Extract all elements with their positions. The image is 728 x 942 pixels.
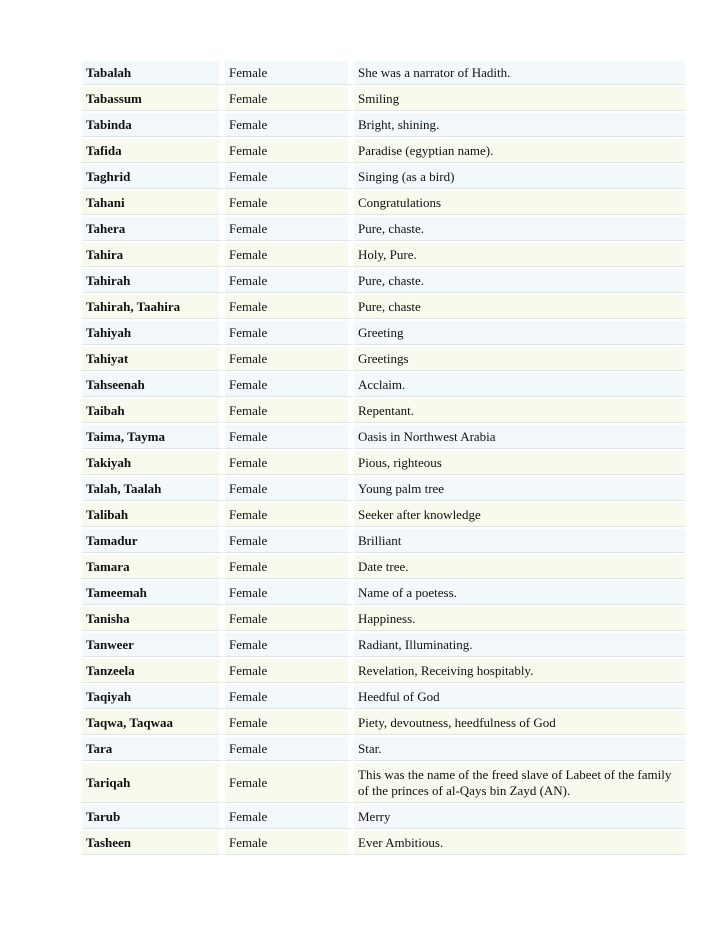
gender-cell: Female — [225, 165, 354, 189]
gender-cell: Female — [225, 321, 354, 345]
gender-cell: Female — [225, 581, 354, 605]
gender-cell: Female — [225, 191, 354, 215]
table-row — [82, 87, 685, 111]
meaning-cell: Star. — [354, 737, 685, 761]
table-row — [82, 321, 685, 345]
name-cell: Tara — [82, 737, 225, 761]
gender-cell: Female — [225, 805, 354, 829]
name-cell: Tahera — [82, 217, 225, 241]
gender-cell: Female — [225, 831, 354, 855]
table-row — [82, 113, 685, 137]
gender-cell: Female — [225, 61, 354, 85]
meaning-cell: Pure, chaste. — [354, 269, 685, 293]
meaning-cell: Pure, chaste. — [354, 217, 685, 241]
name-cell: Tahiyah — [82, 321, 225, 345]
gender-cell: Female — [225, 295, 354, 319]
table-row — [82, 477, 685, 501]
meaning-cell: Pious, righteous — [354, 451, 685, 475]
table-row — [82, 633, 685, 657]
name-cell: Tahani — [82, 191, 225, 215]
name-cell: Tabinda — [82, 113, 225, 137]
gender-cell: Female — [225, 451, 354, 475]
table-row — [82, 165, 685, 189]
meaning-cell: Paradise (egyptian name). — [354, 139, 685, 163]
name-cell: Tahseenah — [82, 373, 225, 397]
meaning-cell: Heedful of God — [354, 685, 685, 709]
name-cell: Tarub — [82, 805, 225, 829]
meaning-cell: Revelation, Receiving hospitably. — [354, 659, 685, 683]
name-cell: Tahira — [82, 243, 225, 267]
gender-cell: Female — [225, 87, 354, 111]
name-cell: Tanweer — [82, 633, 225, 657]
name-cell: Tabalah — [82, 61, 225, 85]
gender-cell: Female — [225, 399, 354, 423]
table-row — [82, 503, 685, 527]
table-row — [82, 399, 685, 423]
name-cell: Taqwa, Taqwaa — [82, 711, 225, 735]
name-cell: Tahirah — [82, 269, 225, 293]
gender-cell: Female — [225, 243, 354, 267]
meaning-cell: Seeker after knowledge — [354, 503, 685, 527]
meaning-cell: Greeting — [354, 321, 685, 345]
meaning-cell: Oasis in Northwest Arabia — [354, 425, 685, 449]
name-cell: Talibah — [82, 503, 225, 527]
name-cell: Taibah — [82, 399, 225, 423]
name-cell: Tabassum — [82, 87, 225, 111]
meaning-cell: She was a narrator of Hadith. — [354, 61, 685, 85]
table-row — [82, 217, 685, 241]
table-row — [82, 711, 685, 735]
name-cell: Tanisha — [82, 607, 225, 631]
meaning-cell: Bright, shining. — [354, 113, 685, 137]
gender-cell: Female — [225, 217, 354, 241]
gender-cell: Female — [225, 763, 354, 803]
meaning-cell: Name of a poetess. — [354, 581, 685, 605]
meaning-cell: Acclaim. — [354, 373, 685, 397]
name-cell: Takiyah — [82, 451, 225, 475]
name-cell: Tameemah — [82, 581, 225, 605]
table-row — [82, 373, 685, 397]
table-row — [82, 685, 685, 709]
gender-cell: Female — [225, 659, 354, 683]
gender-cell: Female — [225, 633, 354, 657]
name-cell: Tariqah — [82, 763, 225, 803]
name-cell: Tafida — [82, 139, 225, 163]
table-row — [82, 737, 685, 761]
gender-cell: Female — [225, 139, 354, 163]
name-cell: Tahiyat — [82, 347, 225, 371]
table-row — [82, 763, 685, 803]
gender-cell: Female — [225, 529, 354, 553]
meaning-cell: Holy, Pure. — [354, 243, 685, 267]
table-row — [82, 347, 685, 371]
name-cell: Taghrid — [82, 165, 225, 189]
meaning-cell: Radiant, Illuminating. — [354, 633, 685, 657]
table-row — [82, 295, 685, 319]
gender-cell: Female — [225, 269, 354, 293]
meaning-cell: Repentant. — [354, 399, 685, 423]
table-row — [82, 659, 685, 683]
name-cell: Taima, Tayma — [82, 425, 225, 449]
gender-cell: Female — [225, 113, 354, 137]
meaning-cell: Date tree. — [354, 555, 685, 579]
meaning-cell: Brilliant — [354, 529, 685, 553]
meaning-cell: Congratulations — [354, 191, 685, 215]
gender-cell: Female — [225, 685, 354, 709]
table-row — [82, 581, 685, 605]
names-table-body — [82, 61, 685, 855]
table-row — [82, 425, 685, 449]
meaning-cell: Piety, devoutness, heedfulness of God — [354, 711, 685, 735]
meaning-cell: Smiling — [354, 87, 685, 111]
name-cell: Tahirah, Taahira — [82, 295, 225, 319]
table-row — [82, 831, 685, 855]
gender-cell: Female — [225, 737, 354, 761]
meaning-cell: Pure, chaste — [354, 295, 685, 319]
meaning-cell: Greetings — [354, 347, 685, 371]
gender-cell: Female — [225, 373, 354, 397]
meaning-cell: Happiness. — [354, 607, 685, 631]
gender-cell: Female — [225, 477, 354, 501]
table-row — [82, 139, 685, 163]
table-row — [82, 61, 685, 85]
gender-cell: Female — [225, 347, 354, 371]
meaning-cell: Ever Ambitious. — [354, 831, 685, 855]
table-row — [82, 191, 685, 215]
meaning-cell: This was the name of the freed slave of Labeet of the family of the princes of al-Qays bin Zayd (AN). — [354, 763, 685, 803]
table-row — [82, 805, 685, 829]
gender-cell: Female — [225, 555, 354, 579]
gender-cell: Female — [225, 425, 354, 449]
gender-cell: Female — [225, 503, 354, 527]
table-row — [82, 555, 685, 579]
table-row — [82, 243, 685, 267]
name-cell: Talah, Taalah — [82, 477, 225, 501]
meaning-cell: Merry — [354, 805, 685, 829]
name-cell: Taqiyah — [82, 685, 225, 709]
name-cell: Tamara — [82, 555, 225, 579]
table-row — [82, 269, 685, 293]
name-cell: Tanzeela — [82, 659, 225, 683]
names-table — [82, 59, 685, 857]
name-cell: Tasheen — [82, 831, 225, 855]
name-cell: Tamadur — [82, 529, 225, 553]
gender-cell: Female — [225, 607, 354, 631]
gender-cell: Female — [225, 711, 354, 735]
meaning-cell: Singing (as a bird) — [354, 165, 685, 189]
table-row — [82, 607, 685, 631]
meaning-cell: Young palm tree — [354, 477, 685, 501]
table-row — [82, 451, 685, 475]
table-row — [82, 529, 685, 553]
